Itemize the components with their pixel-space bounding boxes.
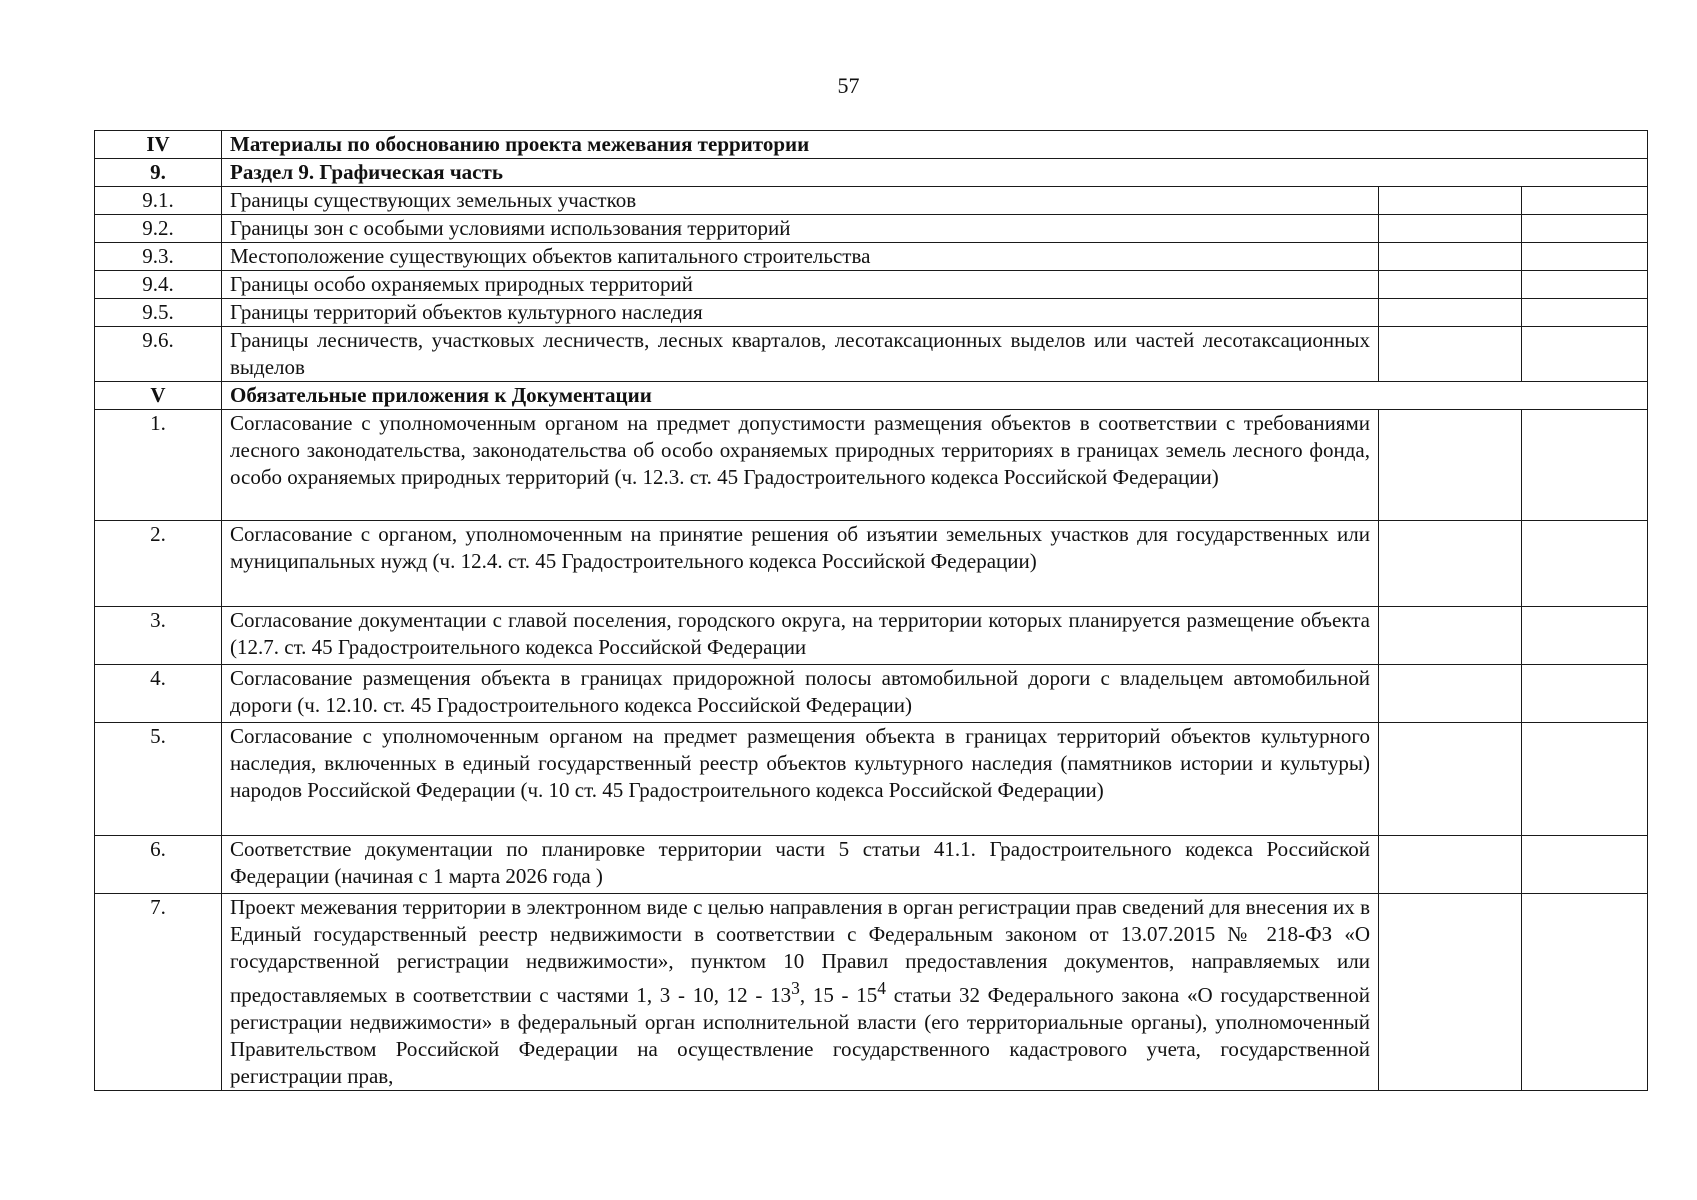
empty-cell bbox=[1379, 299, 1522, 327]
row-number: 1. bbox=[95, 410, 222, 521]
empty-cell bbox=[1522, 187, 1648, 215]
table-row bbox=[95, 607, 1648, 665]
empty-cell bbox=[1379, 187, 1522, 215]
empty-cell bbox=[1379, 215, 1522, 243]
row-number: 3. bbox=[95, 607, 222, 665]
row-number: 2. bbox=[95, 521, 222, 607]
row-text: Согласование с органом, уполномоченным на принятие решения об изъятии земельных участков для государственных или муниципальных нужд (ч. 12.4. ст. 45 Градостроительного кодекса Российской Федерации) bbox=[222, 521, 1379, 607]
row-text: Границы особо охраняемых природных территорий bbox=[222, 271, 1379, 299]
superscript: 4 bbox=[877, 978, 886, 998]
row-text: Границы лесничеств, участковых лесничеств, лесных кварталов, лесотаксационных выделов или частей лесотаксационных выделов bbox=[222, 327, 1379, 382]
empty-cell bbox=[1522, 836, 1648, 894]
empty-cell bbox=[1522, 327, 1648, 382]
row-number: IV bbox=[95, 131, 222, 159]
empty-cell bbox=[1522, 521, 1648, 607]
table-row bbox=[95, 159, 1648, 187]
empty-cell bbox=[1379, 271, 1522, 299]
empty-cell bbox=[1379, 521, 1522, 607]
row-number: 9.6. bbox=[95, 327, 222, 382]
row-text-part: статьи 32 Федерального закона «О государственной регистрации недвижимости» в федеральный орган исполнительной власти (его территориальные органы), уполномоченный Правительством Российской Федерации на осуществление государственного кадастрового учета, государственной регистрации прав, bbox=[230, 983, 1370, 1088]
row-number: 7. bbox=[95, 894, 222, 1091]
table-row bbox=[95, 521, 1648, 607]
row-text: Границы территорий объектов культурного наследия bbox=[222, 299, 1379, 327]
empty-cell bbox=[1522, 665, 1648, 723]
table-row bbox=[95, 723, 1648, 836]
row-text-part: Проект межевания территории в электронном виде с целью направления в орган регистрации прав сведений для внесения их в Единый государственный реестр недвижимости в соответствии с Федеральным законом от 13.07.2015 № 218-ФЗ «О государственной регистрации недвижимости», пунктом 10 Правил предоставления документов, направляемых или предоставляемых в соответствии с частями 1, 3 - 10, 12 - 13 bbox=[230, 895, 1370, 1007]
empty-cell bbox=[1379, 836, 1522, 894]
row-text-part: , 15 - 15 bbox=[799, 983, 878, 1007]
empty-cell bbox=[1379, 243, 1522, 271]
empty-cell bbox=[1522, 215, 1648, 243]
row-number: V bbox=[95, 382, 222, 410]
row-number: 9.2. bbox=[95, 215, 222, 243]
row-number: 9.5. bbox=[95, 299, 222, 327]
table-row bbox=[95, 836, 1648, 894]
table-row bbox=[95, 382, 1648, 410]
page-number: 57 bbox=[837, 73, 860, 98]
empty-cell bbox=[1379, 723, 1522, 836]
row-text: Местоположение существующих объектов капитального строительства bbox=[222, 243, 1379, 271]
table-row bbox=[95, 665, 1648, 723]
table-row bbox=[95, 215, 1648, 243]
row-text: Согласование с уполномоченным органом на предмет размещения объекта в границах территорий объектов культурного наследия, включенных в единый государственный реестр объектов культурного наследия (памятников истории и культуры) народов Российской Федерации (ч. 10 ст. 45 Градостроительного кодекса Российской Федерации) bbox=[222, 723, 1379, 836]
row-number: 9.3. bbox=[95, 243, 222, 271]
table-row bbox=[95, 187, 1648, 215]
empty-cell bbox=[1379, 665, 1522, 723]
empty-cell bbox=[1379, 607, 1522, 665]
superscript: 3 bbox=[791, 978, 800, 998]
empty-cell bbox=[1522, 723, 1648, 836]
row-text: Согласование размещения объекта в границах придорожной полосы автомобильной дороги с владельцем автомобильной дороги (ч. 12.10. ст. 45 Градостроительного кодекса Российской Федерации) bbox=[222, 665, 1379, 723]
row-number: 9.4. bbox=[95, 271, 222, 299]
row-number: 9.1. bbox=[95, 187, 222, 215]
empty-cell bbox=[1379, 894, 1522, 1091]
section-title: Материалы по обоснованию проекта межевания территории bbox=[222, 131, 1648, 159]
row-number: 6. bbox=[95, 836, 222, 894]
table-row bbox=[95, 243, 1648, 271]
empty-cell bbox=[1522, 894, 1648, 1091]
table-row bbox=[95, 271, 1648, 299]
empty-cell bbox=[1522, 299, 1648, 327]
empty-cell bbox=[1379, 327, 1522, 382]
table-row bbox=[95, 410, 1648, 521]
row-text bbox=[222, 894, 1379, 1091]
section-title: Обязательные приложения к Документации bbox=[222, 382, 1648, 410]
table-row bbox=[95, 327, 1648, 382]
empty-cell bbox=[1522, 607, 1648, 665]
empty-cell bbox=[1522, 271, 1648, 299]
empty-cell bbox=[1522, 410, 1648, 521]
table-row bbox=[95, 894, 1648, 1091]
empty-cell bbox=[1522, 243, 1648, 271]
row-text: Границы зон с особыми условиями использования территорий bbox=[222, 215, 1379, 243]
row-text: Границы существующих земельных участков bbox=[222, 187, 1379, 215]
row-number: 5. bbox=[95, 723, 222, 836]
row-number: 4. bbox=[95, 665, 222, 723]
row-text: Соответствие документации по планировке территории части 5 статьи 41.1. Градостроительного кодекса Российской Федерации (начиная с 1 марта 2026 года ) bbox=[222, 836, 1379, 894]
section-title: Раздел 9. Графическая часть bbox=[222, 159, 1648, 187]
row-text: Согласование с уполномоченным органом на предмет допустимости размещения объектов в соответствии с требованиями лесного законодательства, законодательства об особо охраняемых природных территориях в границах земель лесного фонда, особо охраняемых природных территорий (ч. 12.3. ст. 45 Градостроительного кодекса Российской Федерации) bbox=[222, 410, 1379, 521]
requirements-table bbox=[94, 130, 1648, 1091]
row-number: 9. bbox=[95, 159, 222, 187]
empty-cell bbox=[1379, 410, 1522, 521]
table-row bbox=[95, 131, 1648, 159]
row-text: Согласование документации с главой поселения, городского округа, на территории которых планируется размещение объекта (12.7. ст. 45 Градостроительного кодекса Российской Федерации bbox=[222, 607, 1379, 665]
table-row bbox=[95, 299, 1648, 327]
